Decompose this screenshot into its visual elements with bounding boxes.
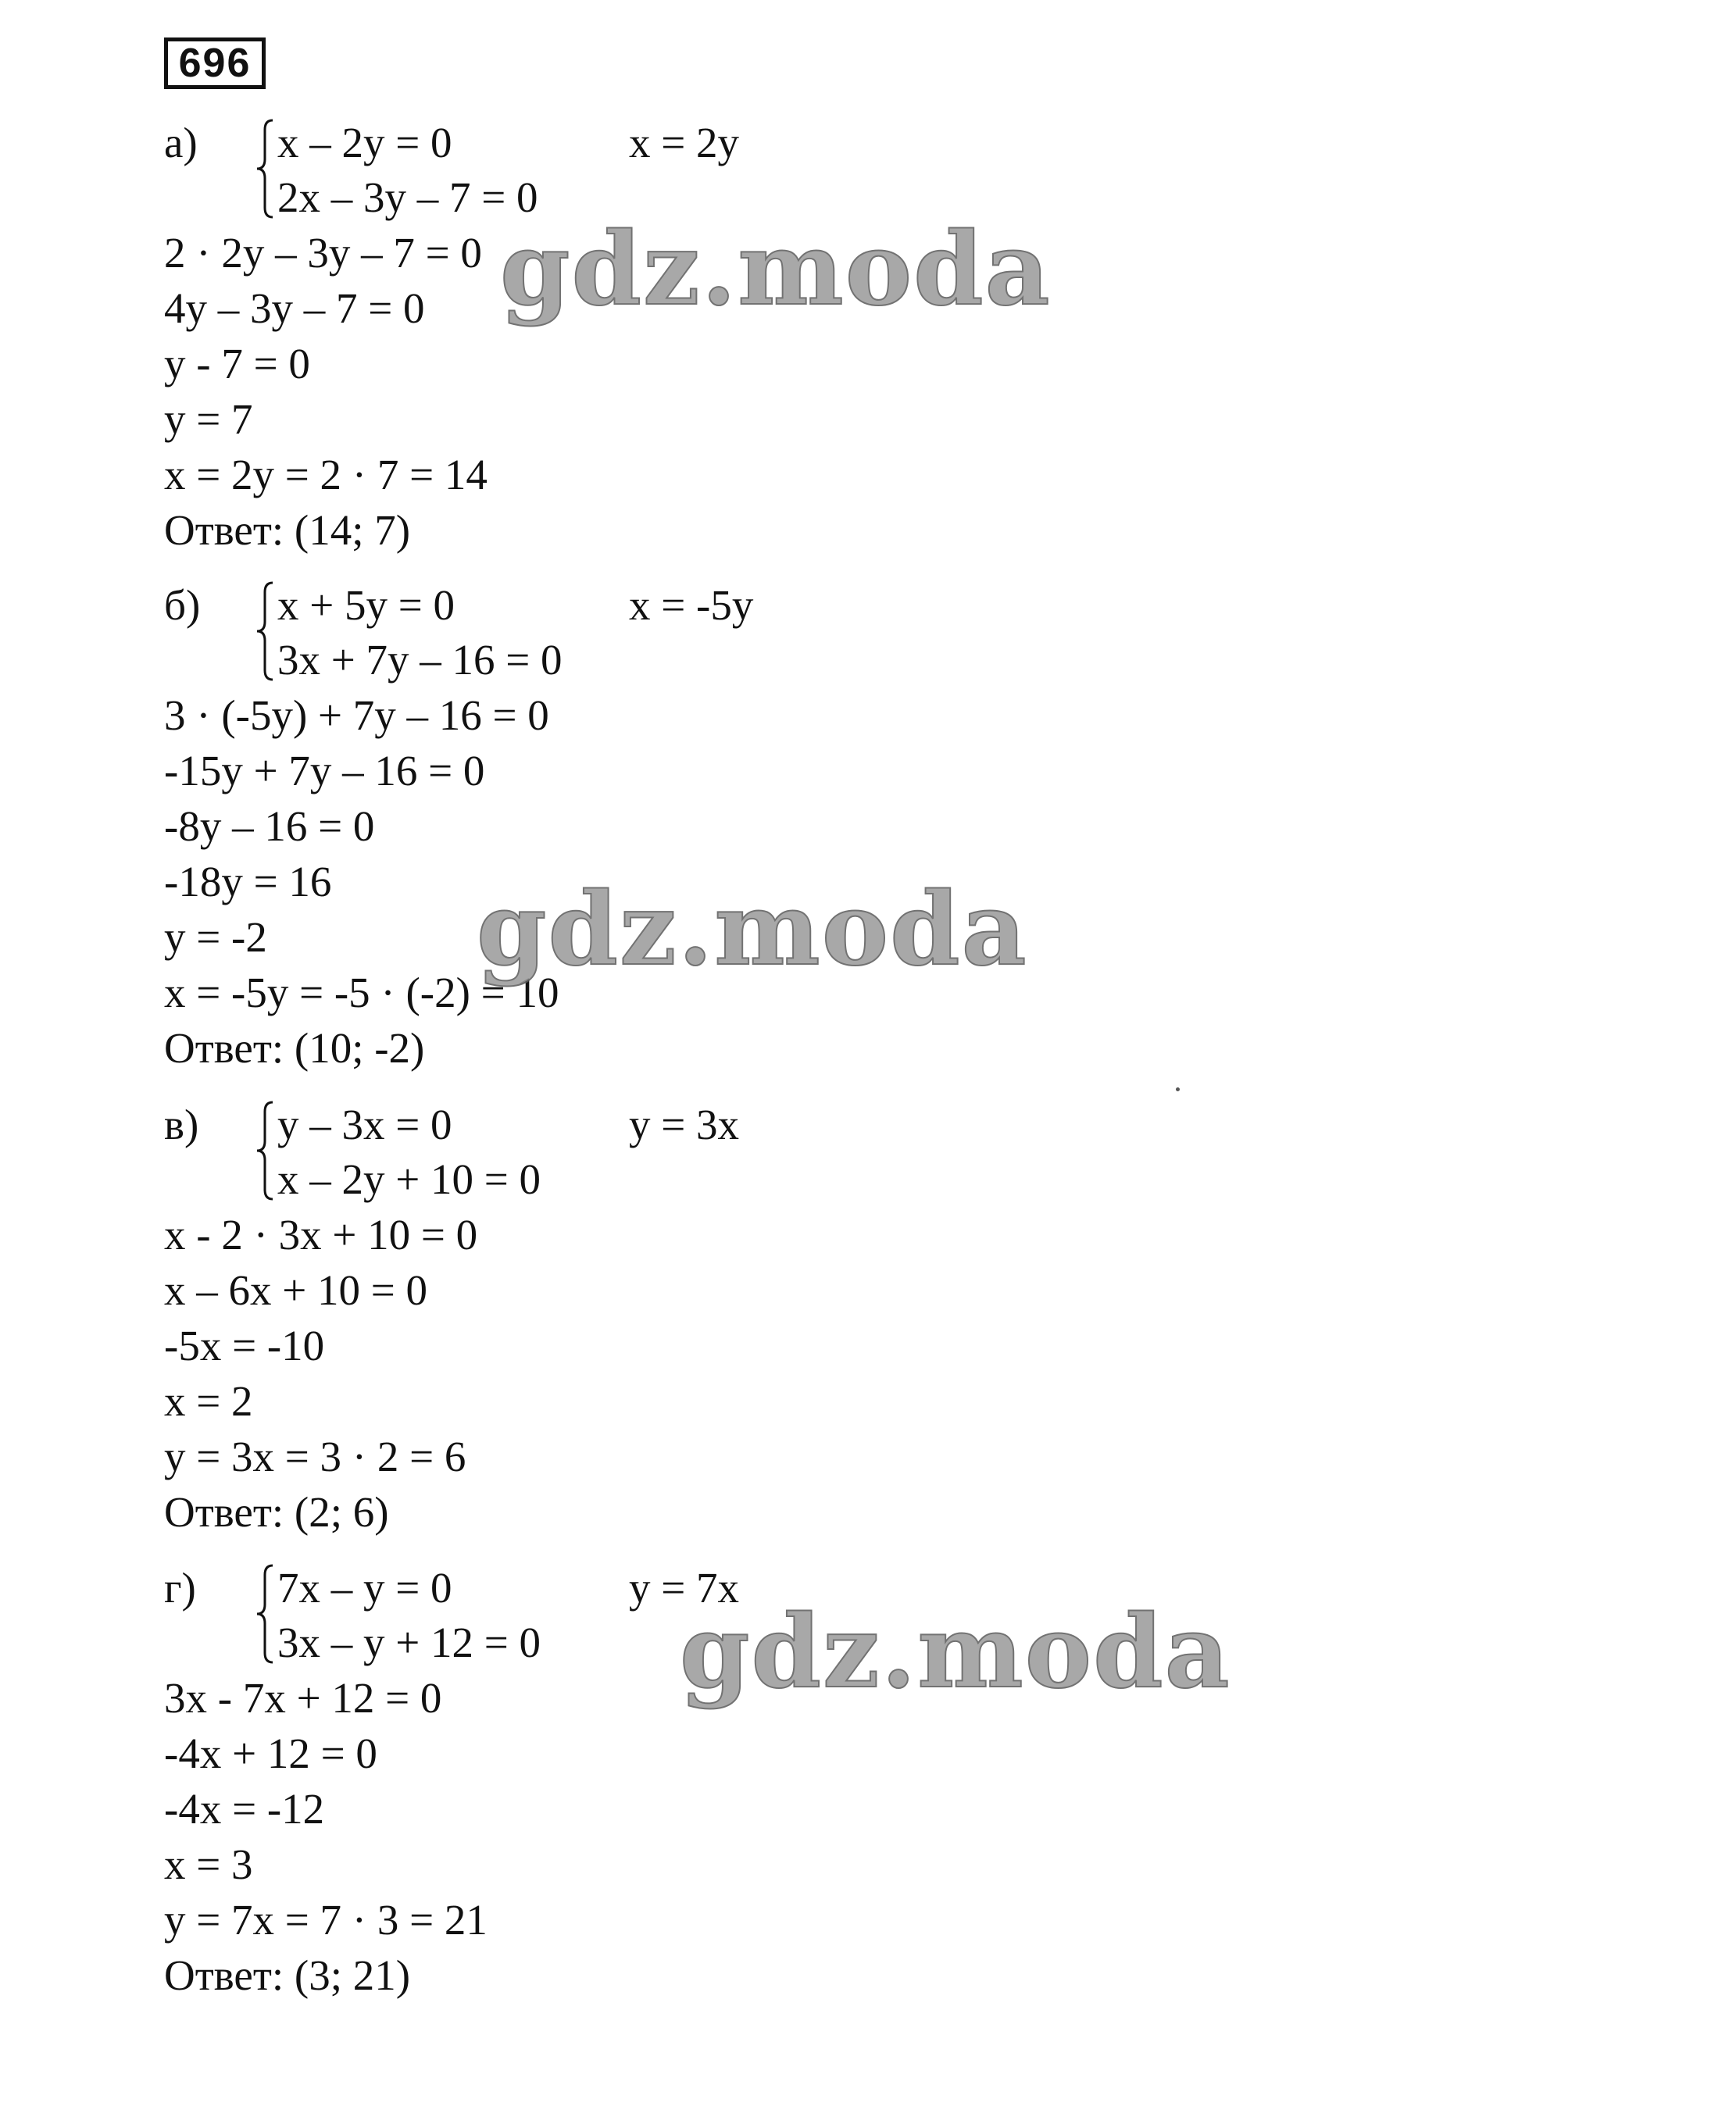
part-b-note: x = -5y <box>629 581 754 629</box>
part-a-eq2: 2x – 3y – 7 = 0 <box>277 173 538 221</box>
part-b-step: 3 · (-5y) + 7y – 16 = 0 <box>164 691 549 739</box>
part-c-note: y = 3x <box>629 1101 740 1148</box>
part-b-answer: Ответ: (10; -2) <box>164 1024 425 1072</box>
part-d-eq1: 7x – y = 0 <box>277 1564 452 1612</box>
part-a-note: x = 2y <box>629 119 740 166</box>
part-c-label: в) <box>164 1101 199 1148</box>
part-b-step: y = -2 <box>164 913 267 961</box>
part-d-label: г) <box>164 1564 196 1612</box>
part-d-note: y = 7x <box>629 1564 740 1612</box>
part-b-step: -18y = 16 <box>164 858 332 905</box>
part-a-eq1: x – 2y = 0 <box>277 119 452 166</box>
part-b-label: б) <box>164 581 201 629</box>
part-b-step: -8y – 16 = 0 <box>164 802 375 850</box>
part-a-answer: Ответ: (14; 7) <box>164 506 411 554</box>
part-a-step: y - 7 = 0 <box>164 340 310 387</box>
part-d-step: -4x + 12 = 0 <box>164 1730 377 1777</box>
part-c-step: y = 3x = 3 · 2 = 6 <box>164 1433 466 1480</box>
part-a-step: y = 7 <box>164 395 253 443</box>
part-b-eq2: 3x + 7y – 16 = 0 <box>277 636 563 684</box>
part-a-step: 2 · 2y – 3y – 7 = 0 <box>164 229 482 277</box>
part-d-step: x = 3 <box>164 1840 253 1888</box>
part-c-eq2: x – 2y + 10 = 0 <box>277 1155 541 1203</box>
watermark: gdz.moda <box>680 1594 1231 1711</box>
part-a-step: 4y – 3y – 7 = 0 <box>164 284 425 332</box>
part-c-eq1: y – 3x = 0 <box>277 1101 452 1148</box>
problem-number-box <box>164 37 266 89</box>
part-a-step: x = 2y = 2 · 7 = 14 <box>164 451 488 498</box>
part-c-step: x – 6x + 10 = 0 <box>164 1266 428 1314</box>
part-a-brace-icon <box>254 119 274 219</box>
watermark: gdz.moda <box>500 211 1052 328</box>
part-d-step: -4x = -12 <box>164 1785 325 1833</box>
problem-number: 696 <box>178 41 252 86</box>
part-d-eq2: 3x – y + 12 = 0 <box>277 1619 541 1666</box>
part-c-answer: Ответ: (2; 6) <box>164 1488 389 1536</box>
part-b-brace-icon <box>254 581 274 681</box>
part-d-answer: Ответ: (3; 21) <box>164 1951 411 1999</box>
part-b-step: x = -5y = -5 · (-2) = 10 <box>164 969 559 1016</box>
part-c-brace-icon <box>254 1101 274 1201</box>
speck <box>1176 1087 1180 1091</box>
part-c-step: x - 2 · 3x + 10 = 0 <box>164 1211 478 1258</box>
part-b-step: -15y + 7y – 16 = 0 <box>164 747 485 794</box>
watermark: gdz.moda <box>477 871 1028 988</box>
part-d-step: y = 7x = 7 · 3 = 21 <box>164 1896 488 1944</box>
part-b-eq1: x + 5y = 0 <box>277 581 455 629</box>
part-c-step: -5x = -10 <box>164 1322 325 1369</box>
part-a-label: а) <box>164 119 198 166</box>
part-d-step: 3x - 7x + 12 = 0 <box>164 1674 442 1722</box>
part-c-step: x = 2 <box>164 1377 253 1425</box>
part-d-brace-icon <box>254 1564 274 1664</box>
